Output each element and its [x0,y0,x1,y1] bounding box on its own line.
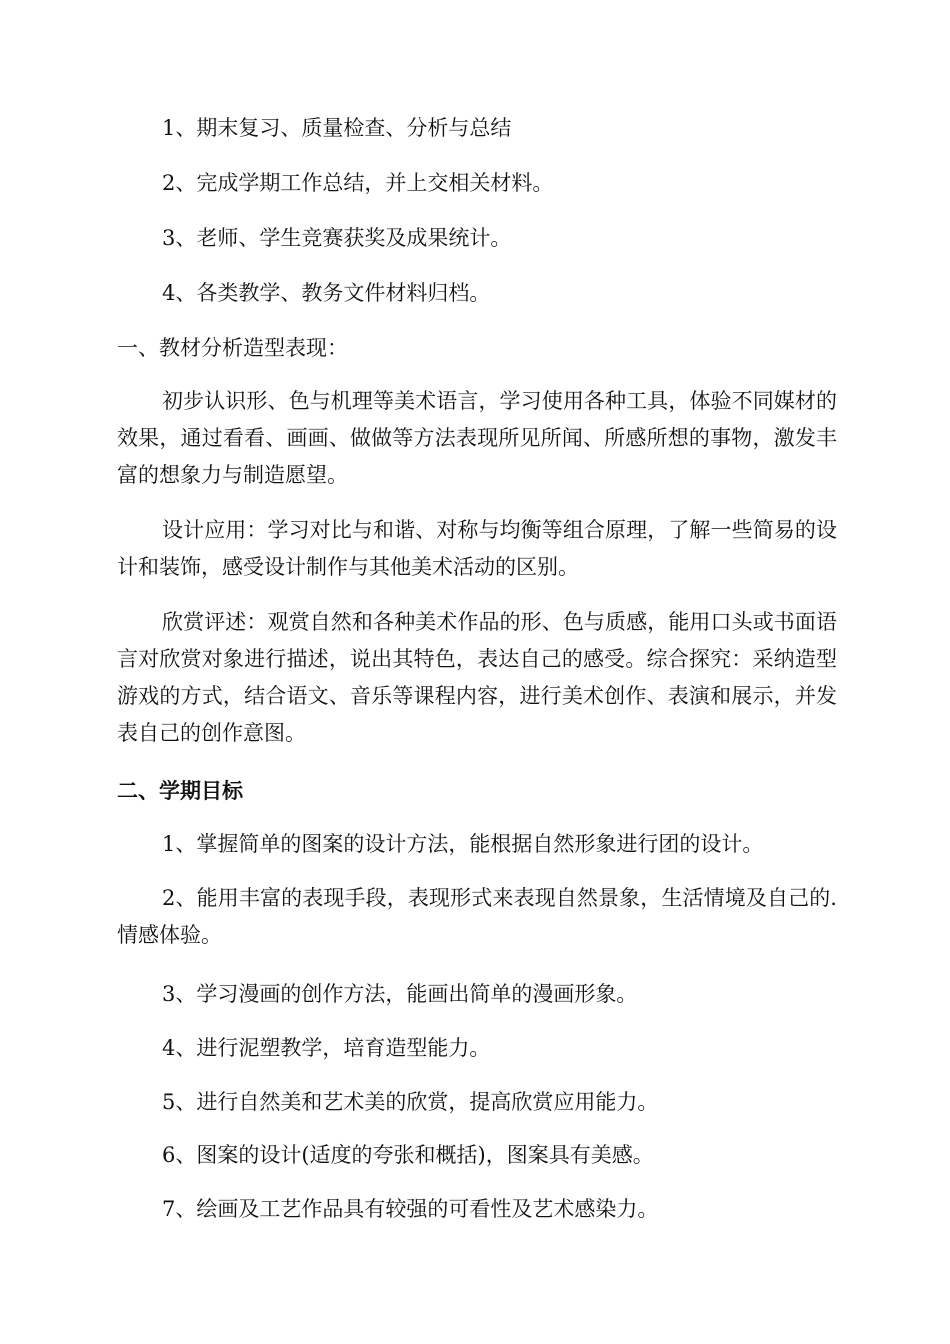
task-item-3: 3、老师、学生竞赛获奖及成果统计。 [162,226,512,250]
paragraph-appreciation: 欣赏评述：观赏自然和各种美术作品的形、色与质感，能用口头或书面语言对欣赏对象进行描述，说出其特色，表达自己的感受。综合探究：采纳造型游戏的方式，结合语文、音乐等课程内容，进行美术创作、表演和展示，并发表自己的创作意图。 [117,610,837,745]
paragraph-design: 设计应用：学习对比与和谐、对称与均衡等组合原理，了解一些简易的设计和装饰，感受设计制作与其他美术活动的区别。 [117,518,837,579]
goal-item-7: 7、绘画及工艺作品具有较强的可看性及艺术感染力。 [162,1197,659,1221]
section-heading-goals: 二、学期目标 [117,778,243,803]
task-item-2: 2、完成学期工作总结，并上交相关材料。 [162,171,554,195]
task-item-4: 4、各类教学、教务文件材料归档。 [162,281,491,305]
goal-item-6: 6、图案的设计(适度的夸张和概括)，图案具有美感。 [162,1143,654,1167]
goal-item-5: 5、进行自然美和艺术美的欣赏，提高欣赏应用能力。 [162,1090,659,1114]
section-heading-materials: 一、教材分析造型表现： [117,336,348,360]
goal-item-3: 3、学习漫画的创作方法，能画出简单的漫画形象。 [162,982,638,1006]
task-item-1: 1、期末复习、质量检查、分析与总结 [162,116,512,140]
paragraph-modeling: 初步认识形、色与机理等美术语言，学习使用各种工具，体验不同媒材的效果，通过看看、画画、做做等方法表现所见所闻、所感所想的事物，激发丰富的想象力与制造愿望。 [117,389,837,487]
goal-item-4: 4、进行泥塑教学，培育造型能力。 [162,1036,491,1060]
goal-item-1: 1、掌握简单的图案的设计方法，能根据自然形象进行团的设计。 [162,832,764,856]
goal-item-2: 2、能用丰富的表现手段，表现形式来表现自然景象，生活情境及自己的.情感体验。 [117,886,837,947]
